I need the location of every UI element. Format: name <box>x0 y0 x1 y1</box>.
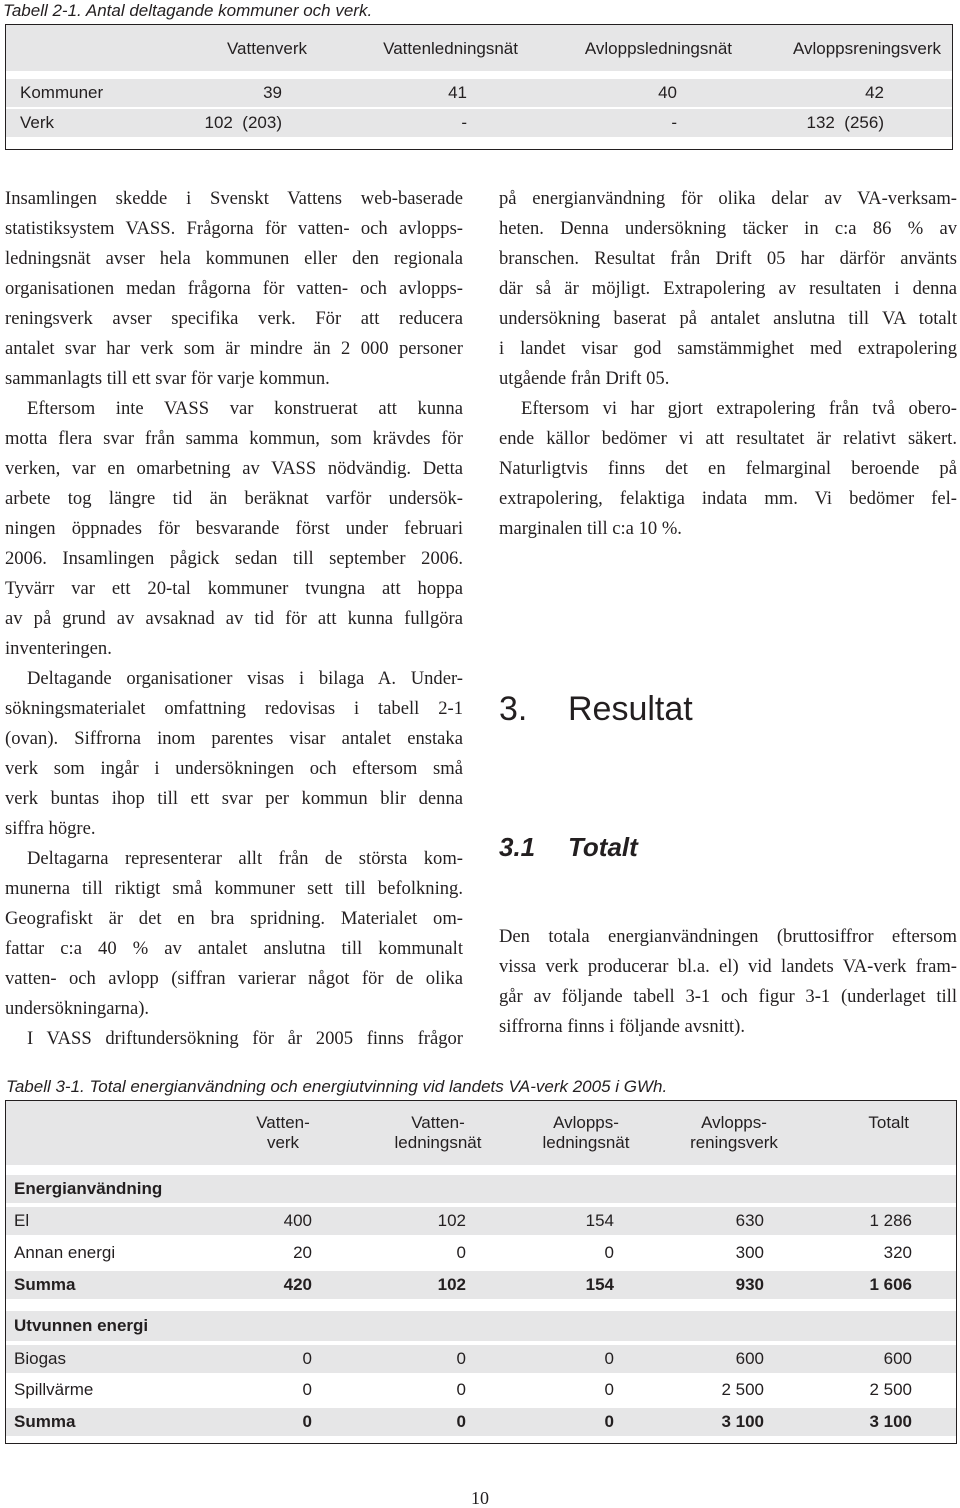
table-cell: - <box>461 113 467 132</box>
row-band <box>6 1345 956 1373</box>
paragraph <box>499 922 957 1042</box>
text-line: Naturligtvis finns det en felmarginal beroende på <box>499 458 957 479</box>
text-line: verk buntas ihop till ett svar per kommun blir denna <box>5 788 463 809</box>
text-line: 2006. Insamlingen pågick sedan till september 2006. <box>5 548 463 569</box>
table-cell: 0 <box>456 1412 466 1431</box>
table-cell: 930 <box>735 1275 764 1294</box>
row-label: Biogas <box>14 1349 66 1368</box>
text-line: motta flera svar från samma kommun, som krävdes för <box>5 428 463 449</box>
right-text-column <box>499 184 957 544</box>
paragraph <box>5 184 463 394</box>
table-cell: 3 100 <box>869 1412 912 1431</box>
text-line: går av följande tabell 3-1 och figur 3-1 (underlaget till <box>499 986 957 1007</box>
text-line: Geografiskt är det en bra spridning. Materialet om- <box>5 908 463 929</box>
column-header: Avlopps- ledningsnät <box>542 1113 630 1152</box>
text-line: (ovan). Siffrorna inom parentes visar antalet enstaka <box>5 728 463 749</box>
table-cell: 2 500 <box>721 1380 764 1399</box>
text-line: ende källor bedömer vi att resultatet är relativt säkert. <box>499 428 957 449</box>
text-line: sökningsmaterialet omfattning redovisas i tabell 2-1 <box>5 698 463 719</box>
text-line: undersökningarna). <box>5 998 150 1019</box>
table-3-1-caption: Tabell 3-1. Total energianvändning och energiutvinning vid landets VA-verk 2005 i GWh. <box>6 1077 668 1096</box>
table-3-1 <box>5 1100 957 1444</box>
table-cell: 20 <box>293 1243 312 1262</box>
table-2-1-caption: Tabell 2-1. Antal deltagande kommuner och verk. <box>3 1 373 20</box>
text-line: Eftersom inte VASS var konstruerat att kunna <box>27 398 463 419</box>
text-line: siffra högre. <box>5 818 96 839</box>
text-line: ningen öppnades för besvarande först under februari <box>5 518 463 539</box>
text-line: utgående från Drift 05. <box>499 368 670 389</box>
table-cell: 400 <box>283 1211 312 1230</box>
column-header: Avloppsreningsverk <box>792 39 941 58</box>
table-cell: 42 <box>865 83 884 102</box>
table-cell: 0 <box>302 1349 312 1368</box>
column-header: Avlopps- reningsverk <box>690 1113 778 1152</box>
section-number: 3. <box>499 690 528 728</box>
table-row <box>6 109 952 137</box>
text-line: Deltagarna representerar allt från de största kom- <box>27 848 463 869</box>
table-cell: 0 <box>456 1349 466 1368</box>
column-header: Totalt <box>868 1113 909 1132</box>
text-line: fattar c:a 40 % av antalet anslutna till kommunalt <box>5 938 463 959</box>
text-line: sammanlagts till ett svar för varje kommun. <box>5 368 330 389</box>
section-heading: Resultat <box>568 690 693 728</box>
paragraph <box>5 1024 463 1054</box>
paragraph <box>499 394 957 544</box>
column-header: Vatten- ledningsnät <box>394 1113 482 1152</box>
subsection-number: 3.1 <box>499 832 536 862</box>
text-line: ledningsnät avser hela kommunen eller den regionala <box>5 248 463 269</box>
table-cell: 0 <box>456 1243 466 1262</box>
row-label: Verk <box>20 113 55 132</box>
row-label: El <box>14 1211 30 1230</box>
table-cell: 420 <box>283 1275 312 1294</box>
table-cell: 0 <box>456 1380 466 1399</box>
text-line: där så är möjligt. Extrapolering av resultaten i denna <box>499 278 957 299</box>
section-band <box>6 1311 956 1341</box>
text-line: av på grund av avsaknad av tid för att kunna fullgöra <box>5 608 463 629</box>
table-cell: 1 286 <box>869 1211 912 1230</box>
table-row <box>6 79 952 107</box>
row-label: Summa <box>14 1275 76 1294</box>
column-header: Vattenverk <box>226 39 307 58</box>
table-cell: 0 <box>604 1380 614 1399</box>
table-cell: 0 <box>604 1243 614 1262</box>
table-cell: 320 <box>883 1243 912 1262</box>
table-2-1 <box>5 24 953 150</box>
table-cell: 630 <box>735 1211 764 1230</box>
text-line: I VASS driftundersökning för år 2005 finns frågor <box>27 1028 463 1049</box>
text-line: inventeringen. <box>5 638 112 659</box>
table-cell: 2 500 <box>869 1380 912 1399</box>
paragraph <box>5 394 463 664</box>
text-line: statistiksystem VASS. Frågorna för vatten- och avlopps- <box>5 218 463 239</box>
table-cell: 0 <box>604 1349 614 1368</box>
text-line: Eftersom vi har gjort extrapolering från två obero- <box>521 398 957 419</box>
text-line: branschen. Resultat från Drift 05 har därför använts <box>499 248 957 269</box>
text-line: arbete tog längre tid än beräknat varför undersök- <box>5 488 463 509</box>
text-line: Den totala energianvändningen (bruttosiffror eftersom <box>499 926 957 947</box>
row-band <box>6 1408 956 1436</box>
row-label: Kommuner <box>20 83 104 102</box>
section-label: Utvunnen energi <box>14 1316 149 1335</box>
row-label: Summa <box>14 1412 76 1431</box>
text-line: marginalen till c:a 10 %. <box>499 518 682 539</box>
table-cell: 3 100 <box>721 1412 764 1431</box>
text-line: undersökning baserat på antalet anslutna till VA totalt <box>499 308 957 329</box>
row-label: Annan energi <box>14 1243 116 1262</box>
text-line: Tyvärr var ett 20-tal kommuner tvungna att hoppa <box>5 578 463 599</box>
text-line: munerna till riktigt små kommuner sett till befolkning. <box>5 878 463 899</box>
text-line: vatten- och avlopp (siffran varierar något för de olika <box>5 968 463 989</box>
column-header: Vattenledningsnät <box>383 39 518 58</box>
text-line: organisationen medan frågorna för vatten- och avlopps- <box>5 278 463 299</box>
column-header: Vatten- verk <box>256 1113 310 1152</box>
table-cell: 102 <box>437 1275 466 1294</box>
text-line: extrapolering, felaktiga indata mm. Vi bedömer fel- <box>499 488 957 509</box>
paragraph <box>5 664 463 844</box>
table-cell: 39 <box>263 83 282 102</box>
text-line: heten. Denna undersökning täcker in c:a 86 % av <box>499 218 957 239</box>
table-cell: 102 (203) <box>204 113 282 132</box>
text-line: verken, var en omarbetning av VASS nödvändig. Detta <box>5 458 463 479</box>
text-line: Deltagande organisationer visas i bilaga A. Under- <box>27 668 463 689</box>
table-cell: 600 <box>735 1349 764 1368</box>
page-number: 10 <box>471 1488 489 1508</box>
table-cell: - <box>671 113 677 132</box>
table-cell: 600 <box>883 1349 912 1368</box>
row-band <box>6 1207 956 1235</box>
paragraph <box>499 184 957 394</box>
table-cell: 41 <box>448 83 467 102</box>
table-cell: 40 <box>658 83 677 102</box>
table-cell: 1 606 <box>869 1275 912 1294</box>
text-line: reningsverk avser specifika verk. För att reducera <box>5 308 463 329</box>
text-line: verk som ingår i undersökningen och eftersom små <box>5 758 463 779</box>
paragraph <box>5 844 463 1024</box>
text-line: antalet svar har verk som är mindre än 2 000 personer <box>5 338 463 359</box>
left-text-column <box>5 184 463 1054</box>
text-line: vissa verk producerar bl.a. el) vid landets VA-verk fram- <box>499 956 957 977</box>
subsection-heading: Totalt <box>568 832 638 862</box>
table-cell: 300 <box>735 1243 764 1262</box>
table-cell: 132 (256) <box>806 113 884 132</box>
section-label: Energianvändning <box>14 1179 163 1198</box>
text-line: i landet visar god samstämmighet med extrapolering <box>499 338 957 359</box>
table-cell: 102 <box>437 1211 466 1230</box>
text-line: Insamlingen skedde i Svenskt Vattens web-baserade <box>5 188 463 209</box>
table-cell: 0 <box>604 1412 614 1431</box>
table-cell: 0 <box>302 1380 312 1399</box>
table-header-row <box>6 25 952 71</box>
table-cell: 0 <box>302 1412 312 1431</box>
text-line: siffrorna finns i följande avsnitt). <box>499 1016 745 1037</box>
row-band <box>6 1271 956 1299</box>
results-paragraph <box>499 922 957 1042</box>
table-cell: 154 <box>585 1275 614 1294</box>
row-label: Spillvärme <box>14 1380 94 1399</box>
table-cell: 154 <box>585 1211 614 1230</box>
text-line: på energianvändning för olika delar av VA-verksam- <box>499 188 957 209</box>
column-header: Avloppsledningsnät <box>584 39 732 58</box>
